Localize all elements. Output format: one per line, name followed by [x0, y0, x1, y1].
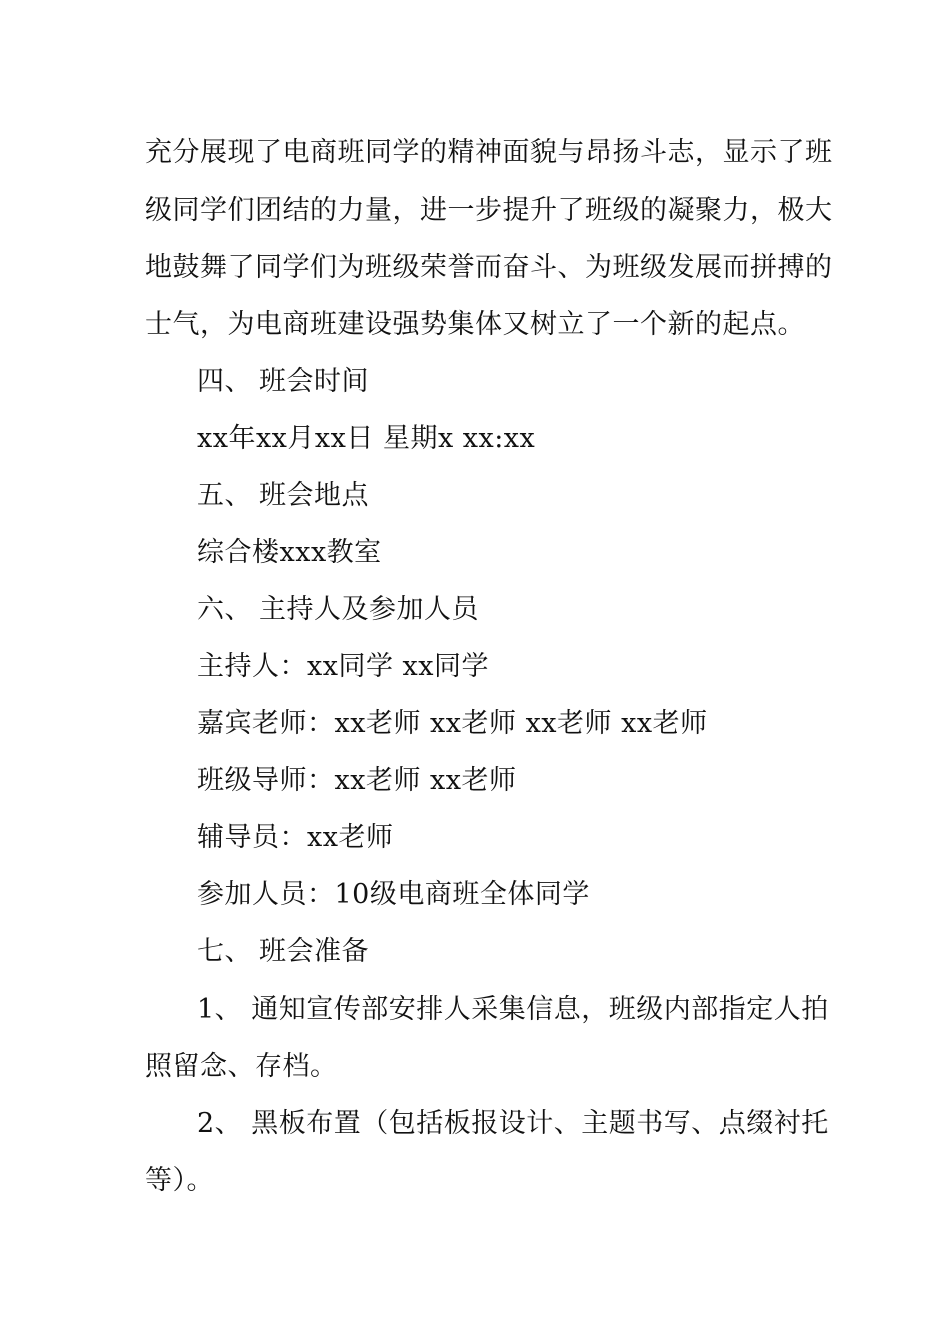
host-line: 主持人：xx同学 xx同学	[197, 651, 489, 682]
section-title: 班会时间	[259, 366, 369, 397]
prep-item-2-line-2: 等）。	[145, 1165, 214, 1196]
section-title: 班会准备	[259, 936, 369, 967]
prep-item-1-line-2: 照留念、存档。	[145, 1051, 338, 1082]
section-place-content: 综合楼xxx教室	[197, 537, 382, 568]
counselor-line: 辅导员：xx老师	[197, 822, 394, 853]
section-number: 六、	[197, 594, 252, 625]
intro-line-4: 士气，为电商班建设强势集体又树立了一个新的起点。	[145, 309, 805, 340]
participants-line: 参加人员：10级电商班全体同学	[197, 879, 590, 910]
intro-line-3: 地鼓舞了同学们为班级荣誉而奋斗、为班级发展而拼搏的	[145, 252, 833, 283]
section-prep-heading	[197, 932, 369, 972]
section-time-content: xx年xx月xx日 星期x xx:xx	[197, 423, 536, 454]
section-people-heading	[197, 590, 479, 630]
guests-line: 嘉宾老师：xx老师 xx老师 xx老师 xx老师	[197, 708, 708, 739]
section-number: 七、	[197, 936, 252, 967]
section-number: 四、	[197, 366, 252, 397]
prep-item-2-line-1: 2、 黑板布置（包括板报设计、主题书写、点缀衬托	[197, 1108, 829, 1139]
section-title: 主持人及参加人员	[259, 594, 479, 625]
section-number: 五、	[197, 480, 252, 511]
section-place-heading	[197, 476, 369, 516]
intro-line-1: 充分展现了电商班同学的精神面貌与昂扬斗志，显示了班	[145, 137, 833, 168]
intro-line-2: 级同学们团结的力量，进一步提升了班级的凝聚力，极大	[145, 195, 833, 226]
section-time-heading	[197, 362, 369, 402]
prep-item-1-line-1: 1、 通知宣传部安排人采集信息，班级内部指定人拍	[197, 994, 829, 1025]
section-title: 班会地点	[259, 480, 369, 511]
mentors-line: 班级导师：xx老师 xx老师	[197, 765, 517, 796]
